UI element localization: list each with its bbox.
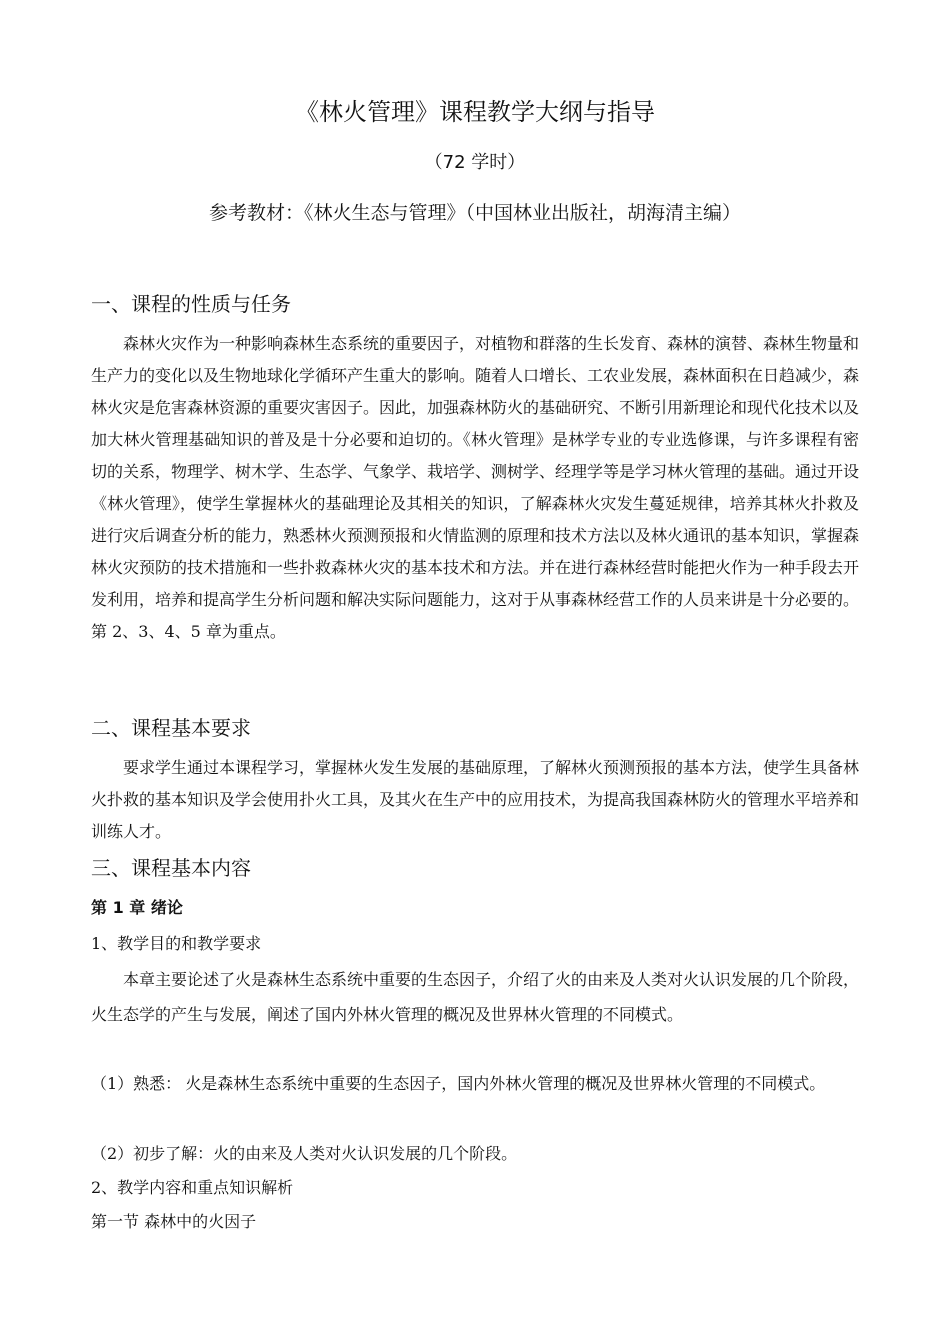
subheading-objectives: 1、教学目的和教学要求 [91,934,262,953]
section-heading-basic-requirements: 二、课程基本要求 [91,716,251,740]
section-heading-nature-and-tasks: 一、课程的性质与任务 [91,292,291,316]
chapter-heading: 第 1 章 绪论 [91,898,183,917]
paragraph-chapter-intro: 本章主要论述了火是森林生态系统中重要的生态因子，介绍了火的由来及人类对火认识发展的几个阶段，火生态学的产生与发展，阐述了国内外林火管理的概况及世界林火管理的不同模式。 [91,970,860,1024]
list-item-familiar [91,1066,863,1102]
list-item-preliminary: （2）初步了解：火的由来及人类对火认识发展的几个阶段。 [91,1144,518,1163]
section-title-fire-factor: 第一节 森林中的火因子 [91,1212,257,1231]
section-heading-basic-content: 三、课程基本内容 [91,856,251,880]
paragraph-nature-and-tasks: 森林火灾作为一种影响森林生态系统的重要因子，对植物和群落的生长发育、森林的演替、森林生物量和生产力的变化以及生物地球化学循环产生重大的影响。随着人口增长、工农业发展，森林面积在日趋减少，森林火灾是危害森林资源的重要灾害因子。因此，加强森林防火的基础研究、不断引用新理论和现代化技术以及加大林火管理基础知识的普及是十分必要和迫切的。《林火管理》是林学专业的专业选修课，与许多课程有密切的关系，物理学、树木学、生态学、气象学、栽培学、测树学、经理学等是学习林火管理的基础。通过开设《林火管理》，使学生掌握林火的基础理论及其相关的知识，了解森林火灾发生蔓延规律，培养其林火扑救及进行灾后调查分析的能力，熟悉林火预测预报和火情监测的原理和技术方法以及林火通讯的基本知识，掌握森林火灾预防的技术措施和一些扑救森林火灾的基本技术和方法。并在进行森林经营时能把火作为一种手段去开发利用，培养和提高学生分析问题和解决实际问题能力，这对于从事森林经营工作的人员来讲是十分必要的。第 2、3、4、5 章为重点。 [91,334,860,641]
course-hours: （72 学时） [424,152,526,173]
subheading-content: 2、教学内容和重点知识解析 [91,1178,294,1197]
document-title: 《林火管理》课程教学大纲与指导 [295,98,655,126]
list-item-familiar-label: （1）熟悉： [91,1074,182,1093]
reference-textbook: 参考教材：《林火生态与管理》（中国林业出版社，胡海清主编） [208,202,741,224]
paragraph-basic-requirements: 要求学生通过本课程学习，掌握林火发生发展的基础原理，了解林火预测预报的基本方法，使学生具备林火扑救的基本知识及学会使用扑火工具，及其火在生产中的应用技术，为提高我国森林防火的管理水平培养和训练人才。 [91,758,860,841]
list-item-familiar-text: 火是森林生态系统中重要的生态因子，国内外林火管理的概况及世界林火管理的不同模式。 [185,1074,826,1093]
